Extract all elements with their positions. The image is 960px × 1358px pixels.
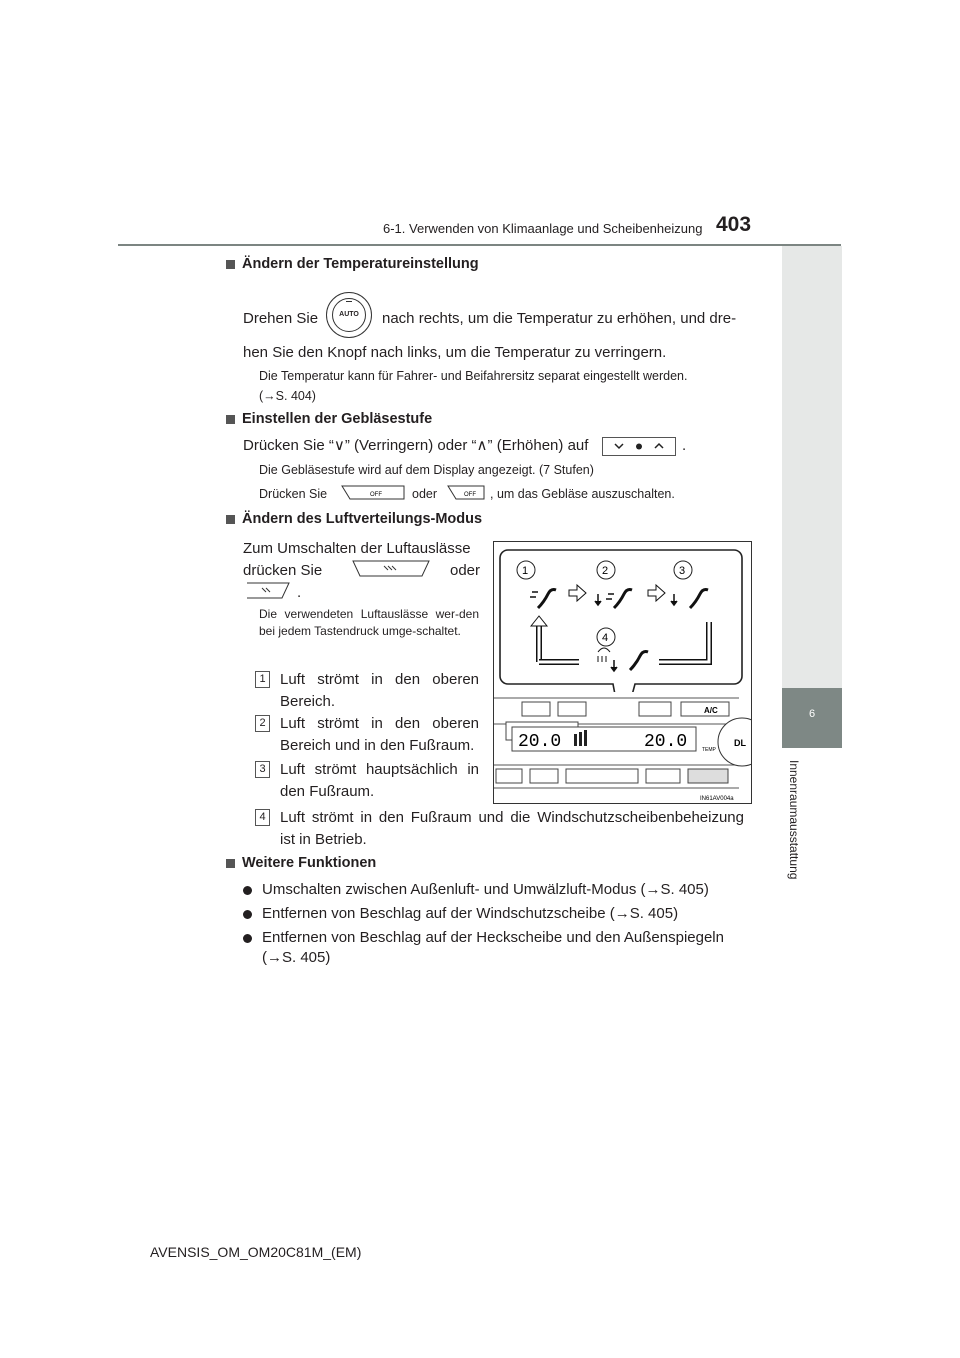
square-bullet-icon [226, 415, 235, 424]
fan-note-2b: oder [412, 487, 438, 501]
airflow-mode-figure [493, 541, 752, 804]
section-other-heading: Weitere Funktionen [226, 855, 376, 871]
temp-text-b: nach rechts, um die Temperatur zu erhöhen, und dre- [382, 310, 737, 327]
callout-4: 4 [602, 632, 609, 644]
callout-3: 3 [679, 565, 686, 577]
fan-note-2a: Drücken Sie [259, 487, 328, 501]
document-code: AVENSIS_OM_OM20C81M_(EM) [150, 1244, 362, 1260]
bullet-dot-icon [243, 934, 252, 943]
fan-off-button-icon [340, 485, 406, 500]
temp-note: Die Temperatur kann für Fahrer- und Beifahrersitz separat eingestellt werden. [259, 369, 688, 383]
fan-note-1: Die Gebläsestufe wird auf dem Display angezeigt. (7 Stufen) [259, 463, 594, 477]
temp-text-c: hen Sie den Knopf nach links, um die Temperatur zu verringern. [243, 344, 667, 361]
figure-code: IN61AV004a [700, 796, 734, 802]
auto-knob-icon: AUTO [326, 292, 372, 338]
square-bullet-icon [226, 515, 235, 524]
mode-button-right-icon [246, 582, 290, 599]
svg-text:OFF: OFF [464, 492, 476, 498]
other-bullet-3-ref: (→S. 405) [262, 949, 331, 966]
airflow-text-a: Zum Umschalten der Luftauslässe [243, 540, 471, 557]
other-bullet-2: Entfernen von Beschlag auf der Windschutzscheibe (→S. 405) [243, 903, 678, 925]
temp-left-display: 20.0 [518, 732, 562, 752]
dual-label: DL [734, 738, 746, 748]
square-bullet-icon [226, 260, 235, 269]
section-airflow-heading: Ändern des Luftverteilungs-Modus [226, 511, 482, 527]
mode-button-icon [352, 560, 430, 577]
section-fan-heading: Einstellen der Gebläsestufe [226, 411, 432, 427]
ac-label: A/C [704, 706, 718, 715]
fan-note-2c: , um das Gebläse auszuschalten. [490, 487, 675, 501]
other-bullet-1: Umschalten zwischen Außenluft- und Umwälzluft-Modus (→S. 405) [243, 879, 709, 901]
airflow-note: Die verwendeten Luftauslässe wer-den bei jedem Tastendruck umge-schaltet. [259, 607, 479, 638]
callout-1: 1 [522, 565, 529, 577]
chapter-label: Innenraumausstattung [787, 760, 801, 880]
fan-off-button-right-icon [446, 485, 486, 500]
page-number: 403 [716, 213, 752, 236]
airflow-text-b: drücken Sie [243, 562, 323, 579]
fan-text-end: . [682, 437, 687, 454]
airflow-text-d: . [297, 584, 302, 601]
other-bullet-3: Entfernen von Beschlag auf der Heckscheibe und den Außenspiegeln [243, 927, 724, 949]
bullet-dot-icon [243, 910, 252, 919]
bullet-dot-icon [243, 886, 252, 895]
square-bullet-icon [226, 859, 235, 868]
header-rule [118, 244, 841, 246]
svg-text:OFF: OFF [370, 492, 382, 498]
temp-right-display: 20.0 [644, 732, 688, 752]
callout-2: 2 [602, 565, 609, 577]
temp-note-ref: (→S. 404) [259, 389, 316, 403]
fan-speed-button-icon [602, 437, 676, 456]
running-header: 6-1. Verwenden von Klimaanlage und Scheibenheizung [383, 221, 703, 236]
side-tab-background [782, 246, 842, 688]
section-temperature-heading: Ändern der Temperatureinstellung [226, 256, 479, 272]
temp-text-a: Drehen Sie [243, 310, 319, 327]
chapter-number: 6 [808, 708, 816, 720]
fan-text: Drücken Sie “∨” (Verringern) oder “∧” (Erhöhen) auf [243, 437, 589, 454]
temp-label: TEMP [702, 747, 716, 753]
airflow-text-c: oder [450, 562, 481, 579]
